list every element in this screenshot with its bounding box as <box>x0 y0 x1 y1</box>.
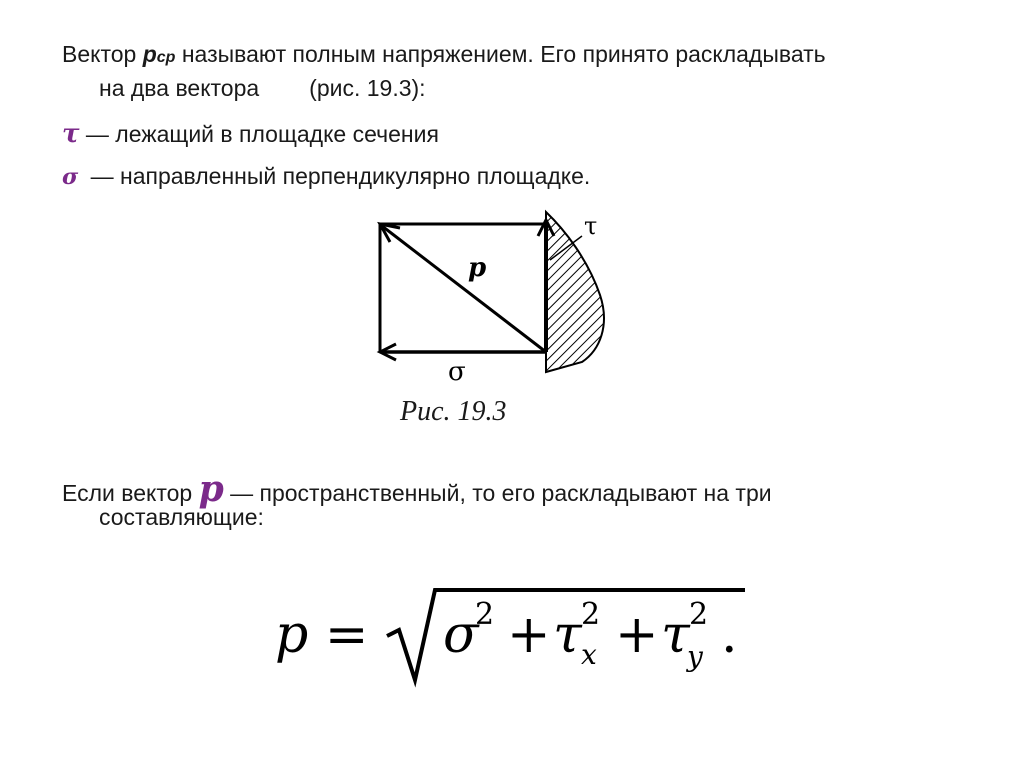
para1-text-2b: (рис. 19.3): <box>309 75 426 101</box>
formula-exp-2: 2 <box>581 597 601 632</box>
para2-text-2: составляющие: <box>99 504 264 530</box>
para2-text-1: — пространственный, то его раскладывают на три <box>223 480 772 506</box>
formula <box>275 580 765 690</box>
item-tau-text: — лежащий в площадке сечения <box>79 121 439 147</box>
formula-sub-x: x <box>581 638 597 671</box>
item-sigma <box>62 163 590 190</box>
formula-sub-y: y <box>687 640 703 673</box>
p-symbol: p <box>198 468 224 510</box>
label-sigma: σ <box>448 357 466 387</box>
formula-tau-y: τ <box>661 605 690 665</box>
formula-plus-1: + <box>507 605 551 665</box>
formula-plus-2: + <box>615 605 659 665</box>
para1-prefix: Вектор <box>62 41 143 67</box>
formula-tau-x: τ <box>553 605 582 665</box>
figure-caption: Рис. 19.3 <box>400 396 507 427</box>
para2-prefix: Если вектор <box>62 480 199 506</box>
label-tau: τ <box>584 212 598 240</box>
formula-exp-1: 2 <box>475 597 495 632</box>
formula-dot: . <box>721 605 738 665</box>
sigma-symbol: σ <box>62 164 79 190</box>
item-sigma-text: — направленный перпендикулярно площадке. <box>84 163 591 189</box>
tau-symbol: τ <box>62 119 80 149</box>
paragraph-1-line-1 <box>62 41 826 68</box>
formula-sigma: σ <box>443 605 479 665</box>
para1-text-2: на два вектора <box>99 75 260 101</box>
formula-lhs: p = <box>275 605 369 665</box>
item-tau <box>62 119 439 149</box>
label-p: p <box>468 253 487 283</box>
paragraph-1-line-2 <box>99 75 426 102</box>
formula-exp-3: 2 <box>689 597 709 632</box>
p-cp-symbol: pср <box>142 41 176 67</box>
paragraph-2-line-2 <box>99 504 264 531</box>
p-vector <box>382 226 546 352</box>
para1-text-1: называют полным напряжением. Его принято раскладывать <box>175 41 826 67</box>
figure-19-3 <box>360 200 640 400</box>
